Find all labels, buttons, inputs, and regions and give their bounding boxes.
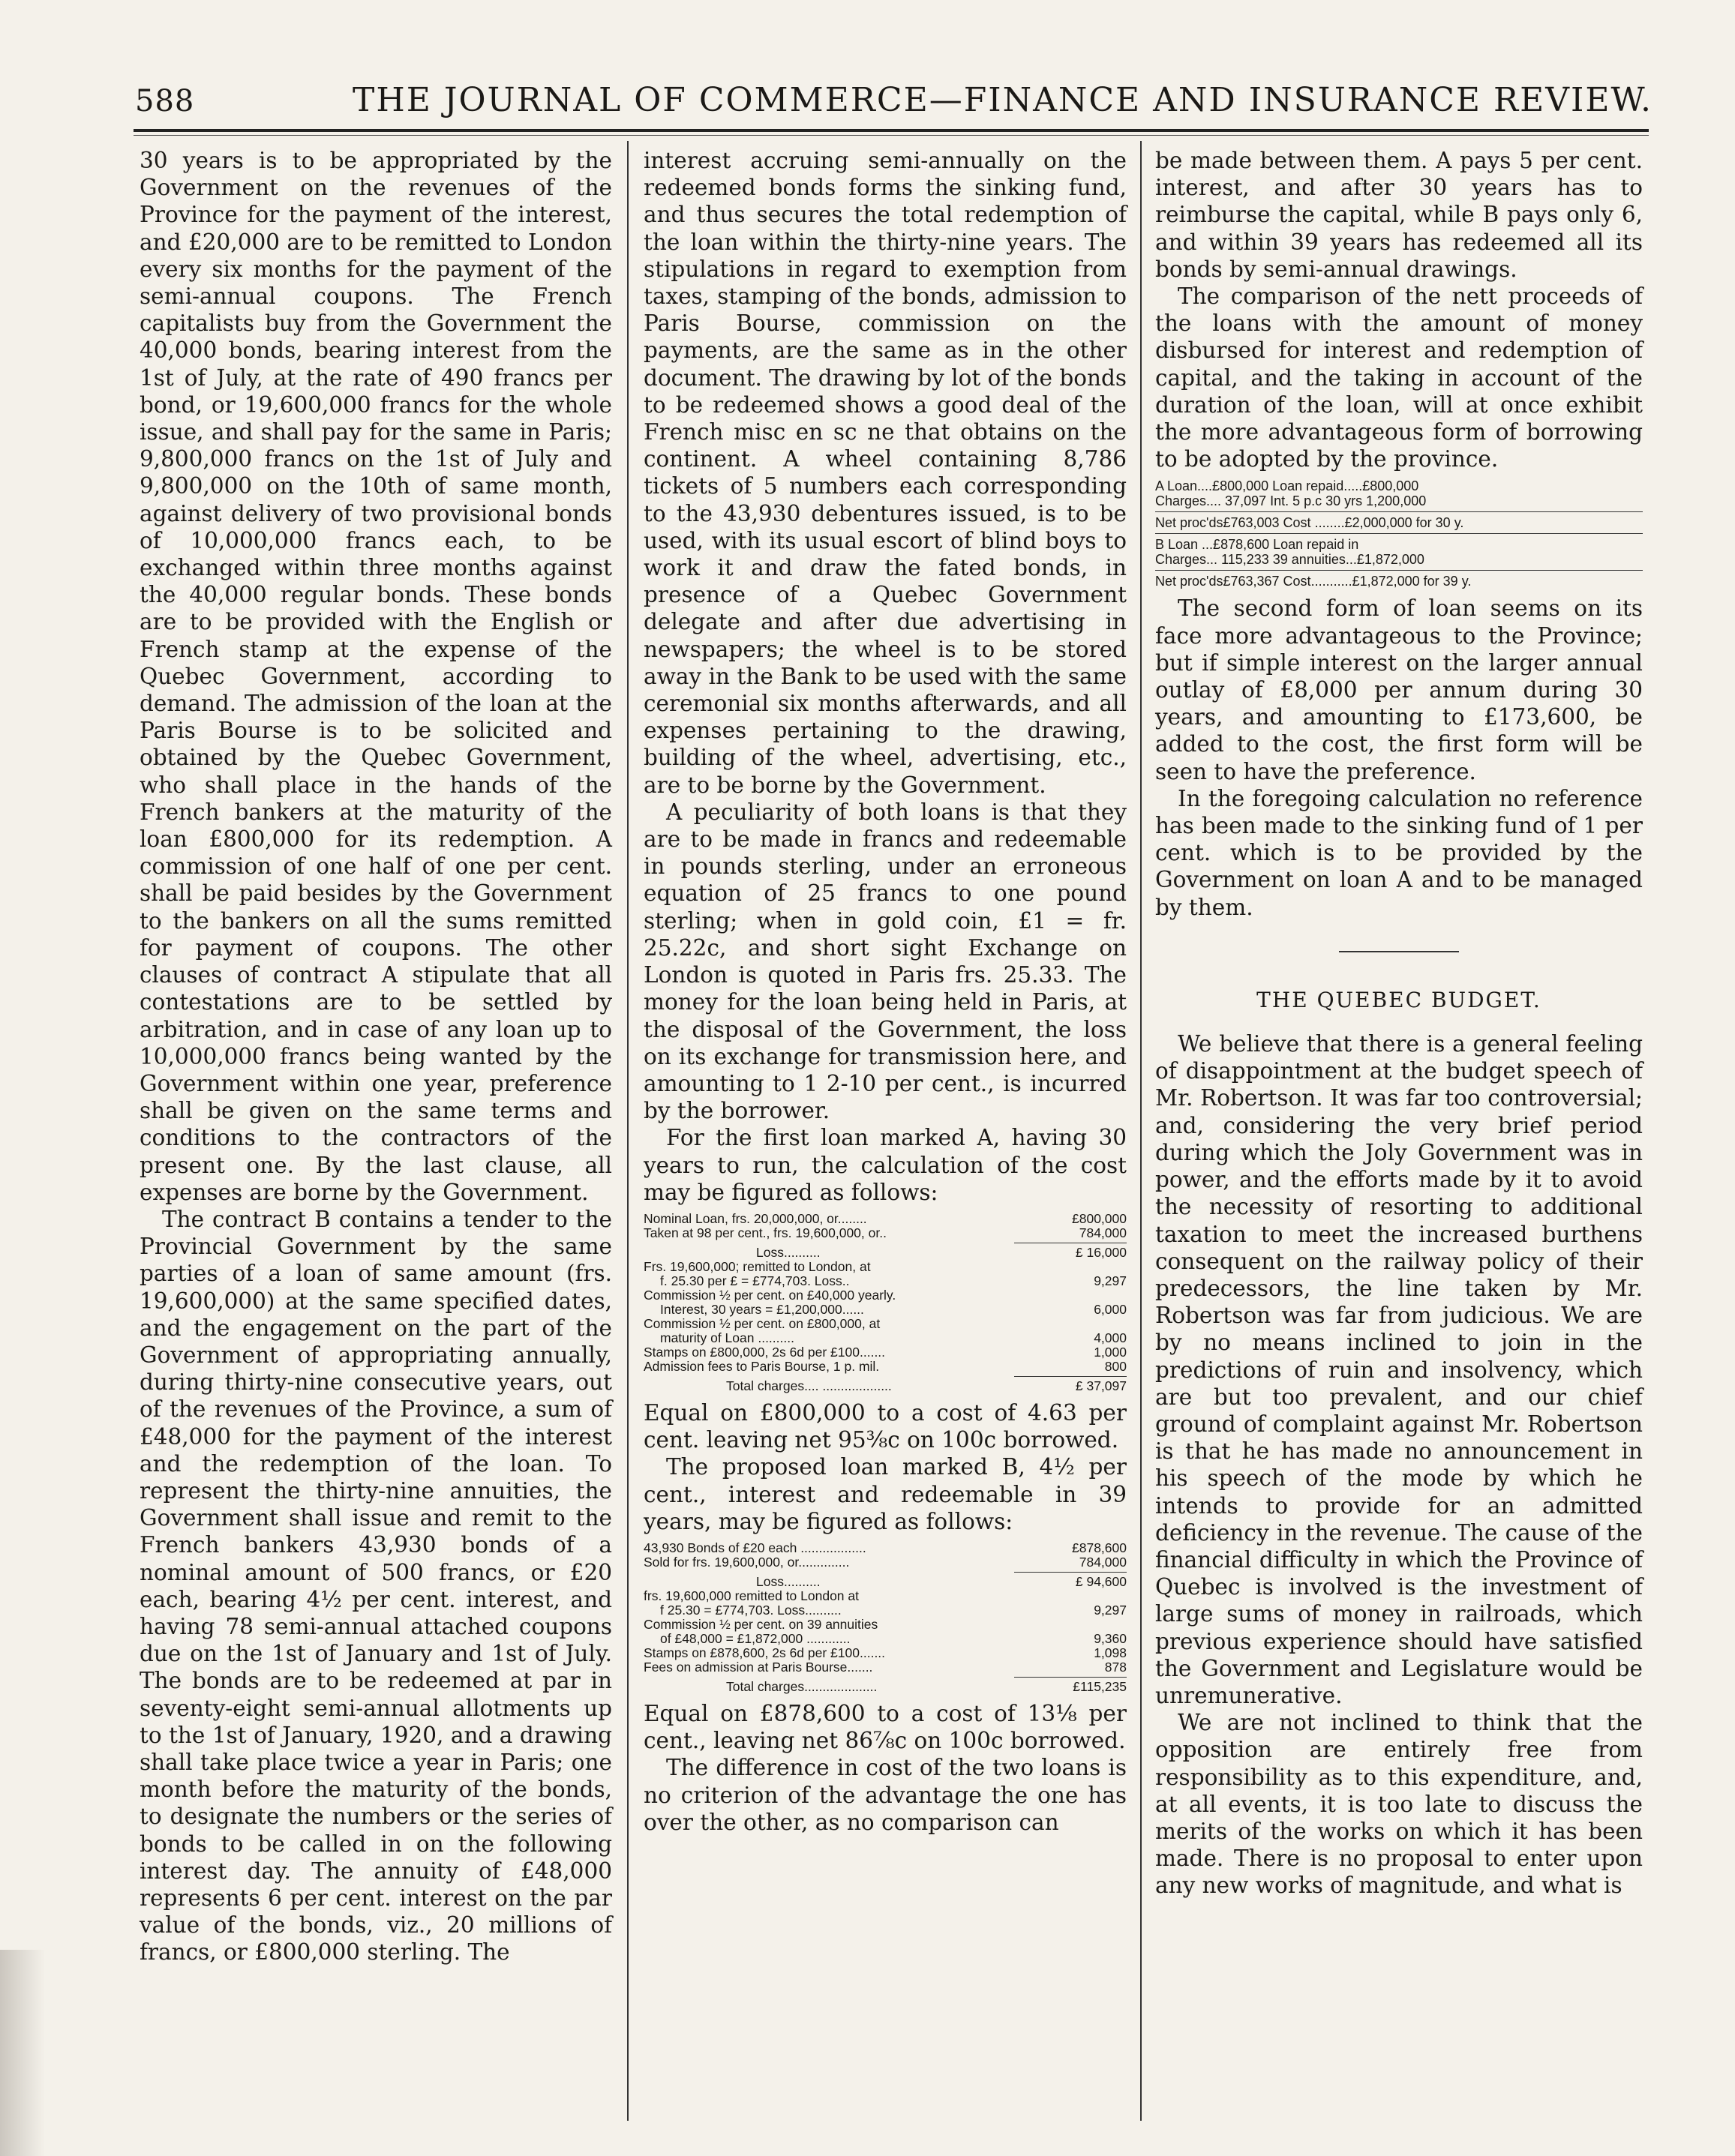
page-number: 588 [135,84,195,118]
table-row: Net proc'ds£763,367 Cost...........£1,872,000 for 39 y. [1155,574,1472,589]
page-header [135,81,1653,120]
table-row: A Loan....£800,000 Loan repaid.....£800,000 [1155,478,1419,494]
column-2 [644,147,1127,1836]
column-3 [1155,147,1643,1900]
loan-comparison-table [1155,478,1643,589]
column-divider [1140,141,1142,2121]
table-row: frs. 19,600,000 remitted to London at [644,1588,859,1603]
column-1 [140,147,612,1966]
paragraph: The contract B contains a tender to the Provincial Government by the same parties of a loan of same amount (frs. 19,600,000) at the same specified dates, and the engagement on the part of the Government of appropriating annually, during thirty-nine consecutive years, out of the revenues of the Province, a sum of £48,000 for the payment of the interest and the redemption of the loan. To represent the thirty-nine annuities, the Government shall issue and remit to the French bankers 43,930 bonds of a nominal amount of 500 francs, or £20 each, bearing 4½ per cent. interest, and having 78 semi-annual attached coupons due on the 1st of January and 1st of July. The bonds are to be redeemed at par in seventy-eight semi-annual allotments up to the 1st of January, 1920, and a drawing shall take place twice a year in Paris; one month before the maturity of the bonds, to designate the numbers or the series of bonds to be called in on the following interest day. The annuity of £48,000 represents 6 per cent. interest on the par value of the bonds, viz., 20 millions of francs, or £800,000 sterling. The [140,1206,612,1966]
table-row: Loss.......... £ 94,600 [756,1573,1127,1589]
paragraph: interest accruing semi-annually on the redeemed bonds forms the sinking fund, and thus secures the total redemption of the loan within the thirty-nine years. The stipulations in regard to exemption from taxes, stamping of the bonds, admission to Paris Bourse, commission on the payments, are the same as in the other document. The drawing by lot of the bonds to be redeemed shows a good deal of the French misc en sc ne that obtains on the continent. A wheel containing 8,786 tickets of 5 numbers each corresponding to the 43,930 debentures issued, is to be used, with its usual escort of blind boys to work it and draw the fated bonds, in presence of a Quebec Government delegate and after due advertising in newspapers; the wheel is to be stored away in the Bank to be used with the same ceremonial six months afterwards, and all expenses pertaining to the drawing, building of the wheel, advertising, etc., are to be borne by the Government. [644,148,1127,798]
paragraph: In the foregoing calculation no reference has been made to the sinking fund of 1 per cent. which is to be provided by the Government on loan A and to be managed by them. [1155,785,1643,920]
page-edge-smudge [0,1950,45,2156]
table-row: Taken at 98 per cent., frs. 19,600,000, or.. 784,000 [644,1225,1127,1240]
paragraph: A peculiarity of both loans is that they are to be made in francs and redeemable in pounds sterling, under an erroneous equation of 25 francs to one pound sterling; when in gold coin, £1 = fr. 25.22c, and short sight Exchange on London is quoted in Paris frs. 25.33. The money for the loan being held in Paris, at the disposal of the Government, the loss on its exchange for transmission here, and amounting to 1 2-10 per cent., is incurred by the borrower. [644,799,1127,1124]
table-row: Nominal Loan, frs. 20,000,000, or........ £800,000 [644,1210,1127,1226]
table-row: Commission ½ per cent. on £800,000, at [644,1315,881,1331]
paragraph: be made between them. A pays 5 per cent. interest, and after 30 years has to reimburse the capital, while B pays only 6, and within 39 years has redeemed all its bonds by semi-annual drawings. [1155,148,1643,282]
table-row: f. 25.30 per £ = £774,703. Loss.. 9,297 [660,1273,1127,1288]
table-row: Stamps on £878,600, 2s 6d per £100....... 1,098 [644,1645,1127,1660]
section-divider [1339,951,1459,952]
journal-title: THE JOURNAL OF COMMERCE—FINANCE AND INSURANCE REVIEW. [353,81,1653,119]
table-row: Charges.... 37,097 Int. 5 p.c 30 yrs 1,200,000 [1155,493,1427,509]
paragraph: Equal on £878,600 to a cost of 13⅛ per cent., leaving net 86⅞c on 100c borrowed. [644,1700,1127,1754]
header-rule [134,129,1649,132]
paragraph: For the first loan marked A, having 30 years to run, the calculation of the cost may be figured as follows: [644,1125,1127,1205]
table-row: Interest, 30 years = £1,200,000...... 6,000 [660,1301,1127,1317]
loan-a-cost-table [644,1212,1127,1393]
table-row: Net proc'ds£763,003 Cost ........£2,000,000 for 30 y. [1155,515,1464,531]
table-row: Admission fees to Paris Bourse, 1 p. mil. 800 [644,1358,1127,1374]
paragraph: The difference in cost of the two loans is no criterion of the advantage the one has over the other, as no comparison can [644,1755,1127,1835]
table-row: Fees on admission at Paris Bourse....... 878 [644,1659,1127,1675]
section-heading: THE QUEBEC BUDGET. [1256,987,1541,1012]
table-row: B Loan ...£878,600 Loan repaid in [1155,537,1359,553]
header-rule-thin [134,135,1649,136]
table-row: Charges... 115,233 39 annuities...£1,872,000 [1155,552,1424,568]
paragraph: We are not inclined to think that the opposition are entirely free from responsibility as to this expenditure, and, at all events, it is too late to discuss the merits of the works on which it has been made. There is no proposal to enter upon any new works of magnitude, and what is [1155,1710,1643,1899]
table-row: Commission ½ per cent. on 39 annuities [644,1616,878,1632]
table-total: Total charges.................... £115,235 [726,1678,1127,1694]
table-row: of £48,000 = £1,872,000 ............ 9,360 [660,1630,1127,1646]
table-total: Total charges.... ................... £ 37,097 [726,1378,1127,1393]
table-row: f 25.30 = £774,703. Loss.......... 9,297 [660,1602,1127,1618]
paragraph: Equal on £800,000 to a cost of 4.63 per cent. leaving net 95⅜c on 100c borrowed. [644,1399,1127,1453]
loan-b-cost-table [644,1541,1127,1694]
paragraph: 30 years is to be appropriated by the Government on the revenues of the Province for the payment of the interest, and £20,000 are to be remitted to London every six months for the payment of the semi-annual coupons. The French capitalists buy from the Government the 40,000 bonds, bearing interest from the 1st of July, at the rate of 490 francs per bond, or 19,600,000 francs for the whole issue, and shall pay for the same in Paris; 9,800,000 francs on the 1st of July and 9,800,000 on the 10th of same month, against delivery of two provisional bonds of 10,000,000 francs each, to be exchanged within three months against the 40,000 regular bonds. These bonds are to be provided with the English or French stamp at the expense of the Quebec Government, according to demand. The admission of the loan at the Paris Bourse is to be solicited and obtained by the Quebec Government, who shall place in the hands of the French bankers at the maturity of the loan £800,000 for its redemption. A commission of one half of one per cent. shall be paid besides by the Government to the bankers on all the sums remitted for payment of coupons. The other clauses of contract A stipulate that all contestations are to be settled by arbitration, and in case of any loan up to 10,000,000 francs being wanted by the Government within one year, preference shall be given on the same terms and conditions to the contractors of the present one. By the last clause, all expenses are borne by the Government. [140,148,612,1205]
paragraph: The comparison of the nett proceeds of the loans with the amount of money disbursed for interest and redemption of capital, and the taking in account of the duration of the loan, will at once exhibit the more advantageous form of borrowing to be adopted by the province. [1155,283,1643,472]
table-row: 43,930 Bonds of £20 each .................. £878,600 [644,1540,1127,1555]
table-row: Loss.......... £ 16,000 [756,1244,1127,1260]
table-row: Stamps on £800,000, 2s 6d per £100....... 1,000 [644,1344,1127,1360]
table-row: maturity of Loan .......... 4,000 [660,1330,1127,1345]
column-divider [627,141,629,2121]
paragraph: The proposed loan marked B, 4½ per cent., interest and redeemable in 39 years, may be figured as follows: [644,1454,1127,1534]
table-row: Sold for frs. 19,600,000, or.............. 784,000 [644,1554,1127,1570]
table-row: Commission ½ per cent. on £40,000 yearly. [644,1287,896,1303]
paragraph: We believe that there is a general feeling of disappointment at the budget speech of Mr. Robertson. It was far too controversial; and, considering the very brief period during which the Joly Government was in power, and the efforts made by it to avoid the necessity of resorting to additional taxation to meet the increased burthens consequent on the railway policy of their predecessors, the line taken by Mr. Robertson was far from judicious. We are by no means inclined to join in the predictions of ruin and insolvency, which are but too prevalent, and our chief ground of complaint against Mr. Robertson is that he has made no announcement in his speech of the mode by which he intends to provide for an admitted deficiency in the revenue. The cause of the financial difficulty in which the Province of Quebec is involved is the investment of large sums of money in railroads, which previous experience should have satisfied the Government and Legislature would be unremunerative. [1155,1031,1643,1708]
paragraph: The second form of loan seems on its face more advantageous to the Province; but if simple interest on the larger annual outlay of £8,000 per annum during 30 years, and amounting to £173,600, be added to the cost, the first form will be seen to have the preference. [1155,595,1643,784]
table-row: Frs. 19,600,000; remitted to London, at [644,1258,871,1274]
